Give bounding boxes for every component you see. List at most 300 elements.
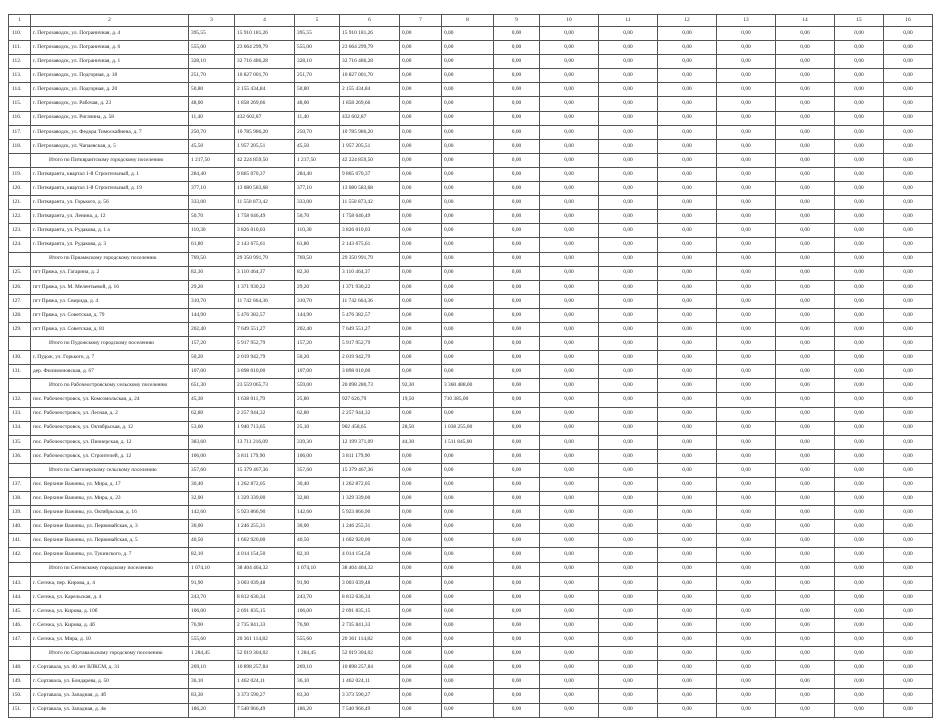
value-cell: 0,00 [494,661,540,675]
row-number: 145. [9,604,31,618]
value-cell: 0,00 [442,69,494,83]
table-row [9,675,933,689]
value-cell: 1 602 920,00 [235,534,295,548]
subtotal-label: Итого по Святозерскому сельскому поселению [31,463,189,477]
value-cell: 0,00 [658,280,717,294]
value-cell: 0,00 [494,351,540,365]
value-cell: 91,90 [295,576,340,590]
value-cell: 0,00 [400,337,442,351]
value-cell: 0,00 [400,83,442,97]
value-cell: 0,00 [658,139,717,153]
value-cell: 0,00 [540,520,599,534]
value-cell: 0,00 [400,139,442,153]
value-cell: 0,00 [494,337,540,351]
row-number: 121. [9,196,31,210]
value-cell: 0,00 [494,238,540,252]
value-cell: 0,00 [835,83,884,97]
value-cell: 0,00 [884,675,933,689]
value-cell: 328,10 [189,55,235,69]
value-cell: 0,00 [835,351,884,365]
value-cell: 0,00 [658,153,717,167]
value-cell: 0,00 [540,576,599,590]
value-cell: 0,00 [884,337,933,351]
value-cell: 0,00 [400,69,442,83]
value-cell: 15 379 467,36 [235,463,295,477]
value-cell: 0,00 [494,27,540,41]
value-cell: 0,00 [717,604,776,618]
value-cell: 555,60 [295,633,340,647]
value-cell: 0,00 [494,139,540,153]
value-cell: 0,00 [400,41,442,55]
value-cell: 0,00 [442,534,494,548]
value-cell: 29,20 [295,280,340,294]
value-cell: 0,00 [658,661,717,675]
address-cell: пос. Верхние Важины, ул. Первомайская, д. 3 [31,520,189,534]
value-cell: 0,00 [400,520,442,534]
value-cell: 0,00 [717,266,776,280]
value-cell: 0,00 [494,41,540,55]
value-cell: 0,00 [776,421,835,435]
row-number: 150. [9,689,31,703]
table-row [9,167,933,181]
address-cell: г. Петрозаводск, ул. Пограничная, д. 6 [31,41,189,55]
value-cell: 769,50 [189,252,235,266]
value-cell: 62,80 [189,407,235,421]
value-cell: 42 224 859,50 [235,153,295,167]
value-cell: 0,00 [540,196,599,210]
value-cell: 1 217,50 [295,153,340,167]
value-cell: 7 649 551,27 [235,322,295,336]
table-row [9,41,933,55]
value-cell: 0,00 [658,252,717,266]
value-cell: 555,60 [189,633,235,647]
value-cell: 76,90 [295,618,340,632]
value-cell: 0,00 [599,210,658,224]
value-cell: 25,80 [295,393,340,407]
value-cell: 0,00 [442,182,494,196]
row-number: 137. [9,478,31,492]
row-number: 115. [9,97,31,111]
value-cell: 1 371 930,22 [235,280,295,294]
value-cell: 0,00 [835,238,884,252]
value-cell: 0,00 [400,703,442,717]
value-cell: 2 735 841,33 [340,618,400,632]
value-cell: 0,00 [776,604,835,618]
value-cell: 243,70 [189,590,235,604]
value-cell: 0,00 [717,661,776,675]
value-cell: 0,00 [776,478,835,492]
value-cell: 107,00 [189,365,235,379]
value-cell: 243,70 [295,590,340,604]
row-number: 114. [9,83,31,97]
value-cell: 20 361 114,82 [235,633,295,647]
subtotal-label: Итого по Пудожскому городскому поселению [31,337,189,351]
value-cell: 0,00 [884,576,933,590]
address-cell: г. Питкяранта, ул. Ленина, д. 12 [31,210,189,224]
address-cell: пос. Рабочеостровск, ул. Лесная, д. 2 [31,407,189,421]
value-cell: 32,00 [189,492,235,506]
value-cell: 0,00 [884,548,933,562]
value-cell: 45,30 [189,393,235,407]
value-cell: 0,00 [884,41,933,55]
value-cell: 377,10 [295,182,340,196]
value-cell: 0,00 [599,463,658,477]
value-cell: 0,00 [884,506,933,520]
value-cell: 0,00 [599,689,658,703]
value-cell: 82,10 [295,548,340,562]
table-row [9,449,933,463]
value-cell: 0,00 [717,41,776,55]
value-cell: 1 758 646,49 [340,210,400,224]
value-cell: 0,00 [442,83,494,97]
value-cell: 0,00 [776,435,835,449]
table-row [9,633,933,647]
value-cell: 0,00 [884,520,933,534]
value-cell: 3 826 010,03 [340,224,400,238]
value-cell: 0,00 [442,41,494,55]
value-cell: 0,00 [494,379,540,393]
value-cell: 0,00 [540,238,599,252]
value-cell: 0,00 [494,576,540,590]
value-cell: 1 957 205,51 [235,139,295,153]
row-number: 131. [9,365,31,379]
column-number: 8 [442,15,494,27]
value-cell: 7 649 551,27 [340,322,400,336]
row-number [9,463,31,477]
value-cell: 0,00 [835,492,884,506]
value-cell: 50,70 [295,210,340,224]
value-cell: 44,30 [400,435,442,449]
value-cell: 0,00 [835,280,884,294]
column-number: 4 [235,15,295,27]
value-cell: 0,00 [540,125,599,139]
value-cell: 0,00 [400,196,442,210]
address-cell: г. Петрозаводск, ул. Пограничная, д. 4 [31,27,189,41]
value-cell: 0,00 [494,153,540,167]
value-cell: 0,00 [540,633,599,647]
value-cell: 0,00 [400,27,442,41]
value-cell: 0,00 [494,633,540,647]
value-cell: 0,00 [776,280,835,294]
subtotal-label: Итого по Питкярантскому городскому поселению [31,153,189,167]
subtotal-row [9,647,933,661]
value-cell: 0,00 [884,182,933,196]
value-cell: 0,00 [540,435,599,449]
value-cell: 0,00 [717,182,776,196]
value-cell: 0,00 [884,604,933,618]
value-cell: 0,00 [400,633,442,647]
value-cell: 0,00 [884,69,933,83]
value-cell: 0,00 [835,365,884,379]
address-cell: пгт Пряжа, ул. Свирида, д. 4 [31,294,189,308]
value-cell: 0,00 [884,280,933,294]
value-cell: 0,00 [442,125,494,139]
value-cell: 0,00 [717,139,776,153]
value-cell: 0,00 [540,703,599,717]
value-cell: 0,00 [599,421,658,435]
table-row [9,365,933,379]
value-cell: 0,00 [776,252,835,266]
value-cell: 9 865 070,37 [340,167,400,181]
value-cell: 9 865 070,37 [235,167,295,181]
table-row [9,393,933,407]
value-cell: 8 812 636,34 [340,590,400,604]
value-cell: 0,00 [540,449,599,463]
value-cell: 0,00 [717,647,776,661]
value-cell: 0,00 [658,506,717,520]
value-cell: 8 812 636,34 [235,590,295,604]
value-cell: 0,00 [835,266,884,280]
column-number: 2 [31,15,189,27]
row-number: 148. [9,661,31,675]
value-cell: 106,00 [189,449,235,463]
value-cell: 11,40 [189,111,235,125]
value-cell: 0,00 [658,308,717,322]
subtotal-row [9,379,933,393]
row-number: 144. [9,590,31,604]
value-cell: 83,30 [189,689,235,703]
value-cell: 0,00 [400,407,442,421]
value-cell: 1 262 872,05 [340,478,400,492]
column-number: 1 [9,15,31,27]
value-cell: 0,00 [835,661,884,675]
value-cell: 0,00 [599,548,658,562]
address-cell: г. Петрозаводск, ул. Подгорная, д. 20 [31,83,189,97]
value-cell: 0,00 [442,675,494,689]
value-cell: 0,00 [599,196,658,210]
value-cell: 284,40 [189,167,235,181]
address-cell: пос. Верхние Важины, ул. Первомайская, д. 5 [31,534,189,548]
value-cell: 1 462 024,11 [340,675,400,689]
value-cell: 32 716 486,28 [235,55,295,69]
value-cell: 0,00 [717,55,776,69]
subtotal-row [9,337,933,351]
value-cell: 0,00 [717,576,776,590]
value-cell: 0,00 [717,703,776,717]
value-cell: 0,00 [884,661,933,675]
value-cell: 0,00 [540,27,599,41]
table-row [9,435,933,449]
subtotal-row [9,463,933,477]
table-row [9,111,933,125]
value-cell: 83,30 [295,689,340,703]
value-cell: 2 143 675,61 [340,238,400,252]
value-cell: 2 691 835,15 [235,604,295,618]
value-cell: 0,00 [884,55,933,69]
value-cell: 0,00 [717,449,776,463]
value-cell: 0,00 [599,337,658,351]
value-cell: 0,00 [494,506,540,520]
value-cell: 0,00 [540,337,599,351]
value-cell: 0,00 [658,576,717,590]
value-cell: 0,00 [494,393,540,407]
value-cell: 0,00 [658,266,717,280]
value-cell: 157,20 [295,337,340,351]
value-cell: 0,00 [776,379,835,393]
value-cell: 0,00 [599,618,658,632]
value-cell: 0,00 [494,463,540,477]
value-cell: 15 910 181,26 [235,27,295,41]
row-number: 129. [9,322,31,336]
value-cell: 555,00 [295,41,340,55]
value-cell: 0,00 [400,548,442,562]
table-row [9,421,933,435]
value-cell: 0,00 [494,111,540,125]
value-cell: 0,00 [658,41,717,55]
value-cell: 0,00 [835,393,884,407]
value-cell: 0,00 [884,618,933,632]
value-cell: 0,00 [494,196,540,210]
value-cell: 0,00 [717,506,776,520]
value-cell: 0,00 [599,139,658,153]
value-cell: 0,00 [400,492,442,506]
value-cell: 0,00 [776,167,835,181]
value-cell: 0,00 [540,463,599,477]
value-cell: 0,00 [658,562,717,576]
value-cell: 0,00 [540,111,599,125]
value-cell: 142,60 [189,506,235,520]
column-number: 3 [189,15,235,27]
value-cell: 3 811 179,90 [340,449,400,463]
table-row [9,576,933,590]
value-cell: 0,00 [442,210,494,224]
value-cell: 0,00 [540,393,599,407]
value-cell: 142,60 [295,506,340,520]
value-cell: 0,00 [599,167,658,181]
value-cell: 1 217,50 [189,153,235,167]
value-cell: 36,10 [295,675,340,689]
value-cell: 0,00 [717,210,776,224]
value-cell: 0,00 [884,27,933,41]
value-cell: 2 257 944,32 [340,407,400,421]
row-number: 132. [9,393,31,407]
value-cell: 36,10 [189,675,235,689]
value-cell: 0,00 [540,492,599,506]
value-cell: 0,00 [494,322,540,336]
value-cell: 0,00 [494,647,540,661]
value-cell: 0,00 [717,238,776,252]
column-number: 10 [540,15,599,27]
value-cell: 0,00 [442,196,494,210]
value-cell: 1 246 255,31 [235,520,295,534]
value-cell: 0,00 [717,435,776,449]
value-cell: 0,00 [599,351,658,365]
value-cell: 0,00 [599,153,658,167]
value-cell: 1 638 011,79 [235,393,295,407]
value-cell: 0,00 [442,548,494,562]
value-cell: 0,00 [658,703,717,717]
value-cell: 29,20 [189,280,235,294]
value-cell: 0,00 [776,548,835,562]
value-cell: 0,00 [658,294,717,308]
subtotal-row [9,252,933,266]
value-cell: 50,80 [295,83,340,97]
value-cell: 357,60 [295,463,340,477]
value-cell: 0,00 [884,492,933,506]
value-cell: 0,00 [442,520,494,534]
address-cell: г. Петрозаводск, ул. Подгорная, д. 18 [31,69,189,83]
value-cell: 30,00 [189,520,235,534]
value-cell: 269,10 [295,661,340,675]
value-cell: 1 758 646,49 [235,210,295,224]
value-cell: 0,00 [540,41,599,55]
value-cell: 0,00 [717,675,776,689]
value-cell: 0,00 [599,633,658,647]
value-cell: 0,00 [658,83,717,97]
value-cell: 0,00 [717,463,776,477]
value-cell: 110,30 [295,224,340,238]
value-cell: 29 350 991,79 [340,252,400,266]
value-cell: 0,00 [835,153,884,167]
value-cell: 328,10 [295,55,340,69]
value-cell: 0,00 [442,55,494,69]
value-cell: 0,00 [494,604,540,618]
value-cell: 0,00 [494,703,540,717]
row-number: 147. [9,633,31,647]
row-number: 112. [9,55,31,69]
value-cell: 0,00 [835,562,884,576]
value-cell: 144,90 [189,308,235,322]
address-cell: г. Сортавала, ул. 40 лет ВЛКСМ, д. 31 [31,661,189,675]
value-cell: 0,00 [494,435,540,449]
value-cell: 0,00 [884,294,933,308]
value-cell: 0,00 [599,294,658,308]
value-cell: 0,00 [658,337,717,351]
address-cell: пгт Пряжа, ул. Советская, д. 81 [31,322,189,336]
value-cell: 50,20 [295,351,340,365]
value-cell: 0,00 [400,618,442,632]
value-cell: 0,00 [442,27,494,41]
value-cell: 40,50 [189,534,235,548]
value-cell: 0,00 [835,379,884,393]
value-cell: 0,00 [494,689,540,703]
value-cell: 1 246 255,31 [340,520,400,534]
row-number: 126. [9,280,31,294]
value-cell: 0,00 [776,294,835,308]
row-number: 142. [9,548,31,562]
value-cell: 0,00 [442,153,494,167]
table-row [9,506,933,520]
row-number: 135. [9,435,31,449]
value-cell: 0,00 [599,224,658,238]
value-cell: 0,00 [884,379,933,393]
value-cell: 10 898 257,84 [235,661,295,675]
value-cell: 4 014 154,50 [235,548,295,562]
address-cell: пгт Пряжа, ул. Гагарина, д. 2 [31,266,189,280]
value-cell: 0,00 [494,83,540,97]
table-row [9,407,933,421]
value-cell: 0,00 [717,308,776,322]
value-cell: 13 080 583,68 [235,182,295,196]
table-row [9,294,933,308]
value-cell: 0,00 [442,661,494,675]
value-cell: 0,00 [599,266,658,280]
value-cell: 0,00 [599,661,658,675]
address-cell: г. Питкяранта, ул. Рудакова, д. 3 [31,238,189,252]
value-cell: 186,20 [189,703,235,717]
value-cell: 0,00 [494,478,540,492]
value-cell: 0,00 [540,604,599,618]
row-number: 138. [9,492,31,506]
value-cell: 0,00 [717,618,776,632]
value-cell: 0,00 [884,196,933,210]
table-row [9,604,933,618]
value-cell: 0,00 [835,69,884,83]
value-cell: 0,00 [540,83,599,97]
value-cell: 0,00 [835,647,884,661]
value-cell: 0,00 [442,647,494,661]
value-cell: 0,00 [776,506,835,520]
